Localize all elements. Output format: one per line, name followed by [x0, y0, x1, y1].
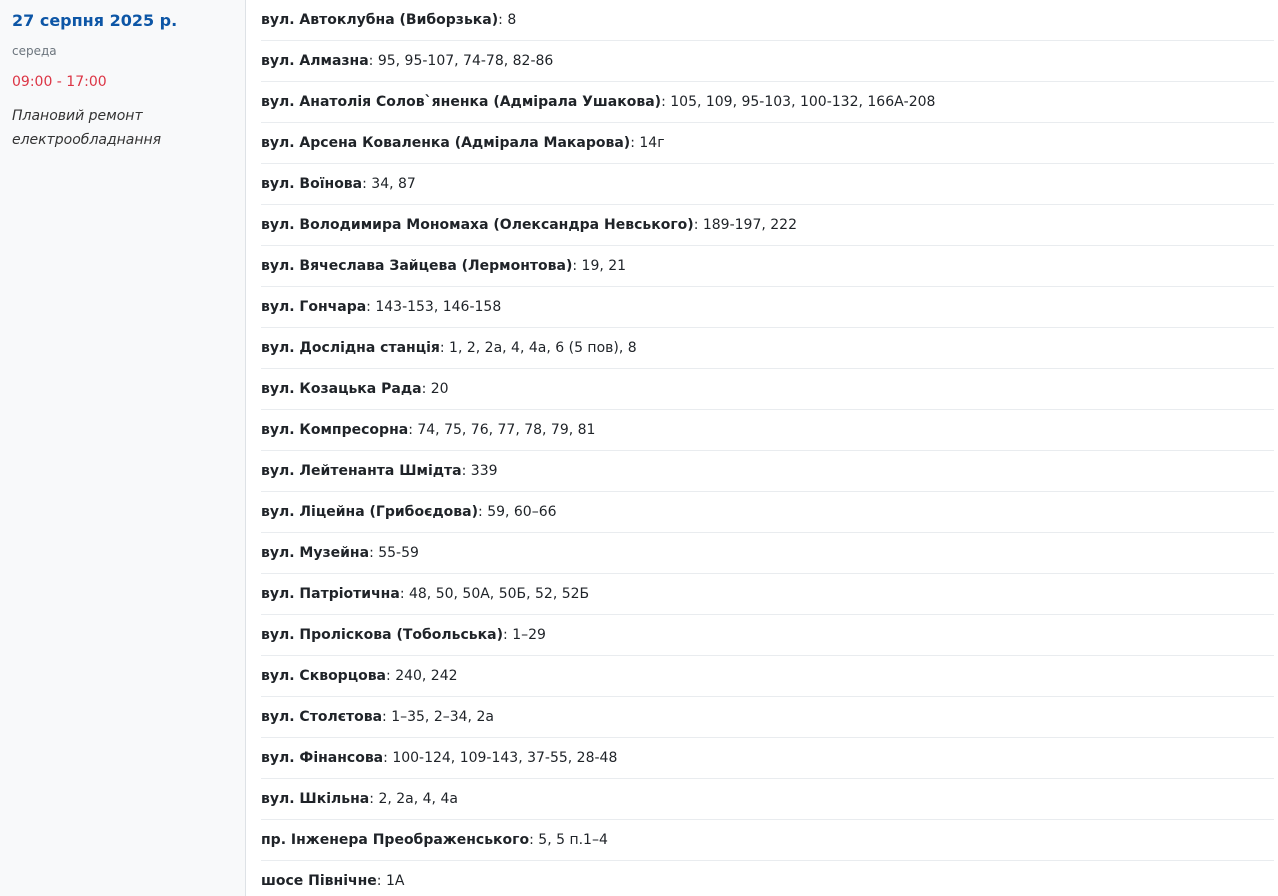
street-name: вул. Компресорна	[261, 422, 409, 438]
street-name: вул. Алмазна	[261, 53, 369, 69]
street-row: вул. Воїнова: 34, 87	[261, 164, 1274, 205]
street-row: вул. Вячеслава Зайцева (Лермонтова): 19, 21	[261, 246, 1274, 287]
house-numbers: 189-197, 222	[702, 217, 797, 233]
house-numbers: 74, 75, 76, 77, 78, 79, 81	[417, 422, 596, 438]
house-numbers: 8	[507, 12, 517, 28]
street-row: вул. Музейна: 55-59	[261, 533, 1274, 574]
street-name: вул. Шкільна	[261, 791, 370, 807]
house-numbers: 55-59	[378, 545, 419, 561]
house-numbers: 105, 109, 95-103, 100-132, 166А-208	[670, 94, 936, 110]
street-name: вул. Вячеслава Зайцева (Лермонтова)	[261, 258, 573, 274]
outage-info-sidebar	[0, 0, 246, 896]
street-name: вул. Дослідна станція	[261, 340, 440, 356]
street-name: вул. Володимира Мономаха (Олександра Невського)	[261, 217, 694, 233]
street-row: вул. Арсена Коваленка (Адмірала Макарова): 14г	[261, 123, 1274, 164]
street-row: вул. Автоклубна (Виборзька): 8	[261, 0, 1274, 41]
outage-weekday: середа	[12, 44, 57, 58]
street-row: вул. Скворцова: 240, 242	[261, 656, 1274, 697]
street-name: вул. Музейна	[261, 545, 370, 561]
street-name: вул. Фінансова	[261, 750, 384, 766]
street-name: вул. Автоклубна (Виборзька)	[261, 12, 499, 28]
house-numbers: 240, 242	[395, 668, 458, 684]
street-name: шосе Північне	[261, 873, 377, 889]
house-numbers: 34, 87	[371, 176, 416, 192]
street-row: вул. Шкільна: 2, 2а, 4, 4а	[261, 779, 1274, 820]
street-name: вул. Арсена Коваленка (Адмірала Макарова)	[261, 135, 631, 151]
street-list	[246, 0, 1278, 896]
street-row: вул. Пролісковa (Тобольська): 1–29	[261, 615, 1274, 656]
street-row: шосе Північне: 1А	[261, 861, 1274, 896]
street-row: вул. Алмазна: 95, 95-107, 74-78, 82-86	[261, 41, 1274, 82]
house-numbers: 14г	[639, 135, 665, 151]
house-numbers: 20	[430, 381, 449, 397]
outage-reason: Плановий ремонт електрообладнання	[12, 108, 162, 148]
house-numbers: 339	[470, 463, 498, 479]
street-row: вул. Патріотична: 48, 50, 50А, 50Б, 52, 52Б	[261, 574, 1274, 615]
street-name: вул. Лейтенанта Шмідта	[261, 463, 462, 479]
house-numbers: 19, 21	[581, 258, 627, 274]
house-numbers: 1А	[385, 873, 405, 889]
street-name: вул. Патріотична	[261, 586, 400, 602]
street-row: вул. Дослідна станція: 1, 2, 2а, 4, 4а, 6 (5 пов), 8	[261, 328, 1274, 369]
house-numbers: 48, 50, 50А, 50Б, 52, 52Б	[408, 586, 590, 602]
street-row: вул. Гончара: 143-153, 146-158	[261, 287, 1274, 328]
street-name: вул. Козацька Рада	[261, 381, 422, 397]
street-row: пр. Інженера Преображенського: 5, 5 п.1–4	[261, 820, 1274, 861]
street-row: вул. Столєтова: 1–35, 2–34, 2а	[261, 697, 1274, 738]
street-row: вул. Компресорна: 74, 75, 76, 77, 78, 79, 81	[261, 410, 1274, 451]
house-numbers: 95, 95-107, 74-78, 82-86	[377, 53, 554, 69]
house-numbers: 1, 2, 2а, 4, 4а, 6 (5 пов), 8	[449, 340, 637, 356]
house-numbers: 1–35, 2–34, 2а	[391, 709, 494, 725]
street-name: вул. Анатолія Солов`яненка (Адмірала Ушакова)	[261, 94, 662, 110]
street-name: вул. Пролісковa (Тобольська)	[261, 627, 504, 643]
street-row: вул. Володимира Мономаха (Олександра Невського): 189-197, 222	[261, 205, 1274, 246]
house-numbers: 5, 5 п.1–4	[538, 832, 608, 848]
street-name: пр. Інженера Преображенського	[261, 832, 530, 848]
outage-time-range: 09:00 - 17:00	[12, 74, 107, 90]
street-row: вул. Фінансова: 100-124, 109-143, 37-55, 28-48	[261, 738, 1274, 779]
house-numbers: 143-153, 146-158	[375, 299, 502, 315]
house-numbers: 2, 2а, 4, 4а	[378, 791, 458, 807]
street-row: вул. Ліцейна (Грибоєдова): 59, 60–66	[261, 492, 1274, 533]
outage-date: 27 серпня 2025 р.	[12, 11, 178, 30]
house-numbers: 1–29	[512, 627, 546, 643]
street-name: вул. Воїнова	[261, 176, 363, 192]
street-name: вул. Гончара	[261, 299, 367, 315]
street-name: вул. Ліцейна (Грибоєдова)	[261, 504, 479, 520]
street-row: вул. Анатолія Солов`яненка (Адмірала Ушакова): 105, 109, 95-103, 100-132, 166А-208	[261, 82, 1274, 123]
house-numbers: 59, 60–66	[487, 504, 557, 520]
house-numbers: 100-124, 109-143, 37-55, 28-48	[392, 750, 618, 766]
street-name: вул. Скворцова	[261, 668, 387, 684]
street-row: вул. Козацька Рада: 20	[261, 369, 1274, 410]
street-name: вул. Столєтова	[261, 709, 383, 725]
street-row: вул. Лейтенанта Шмідта: 339	[261, 451, 1274, 492]
